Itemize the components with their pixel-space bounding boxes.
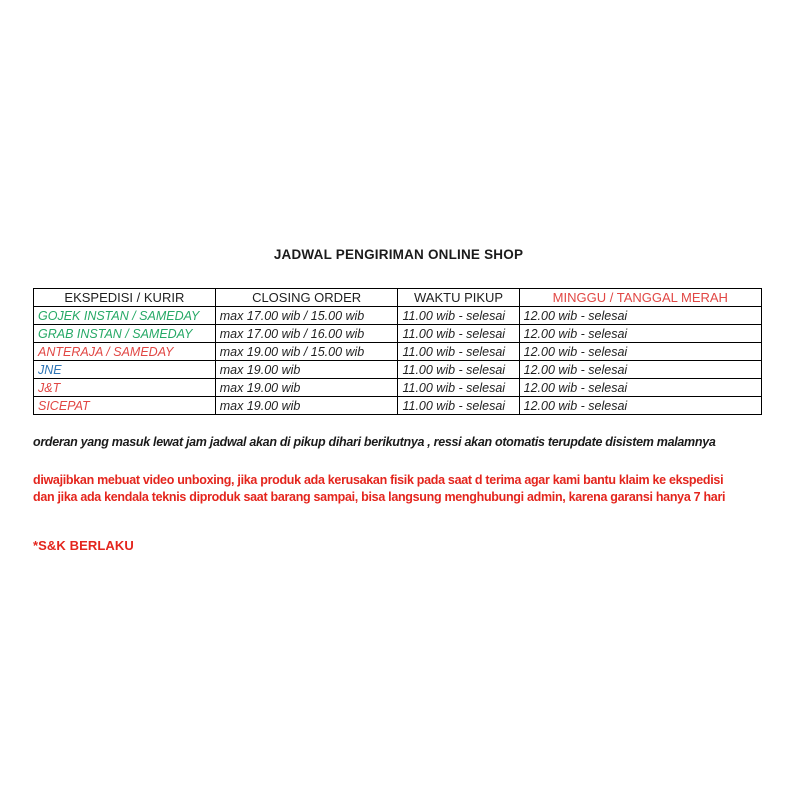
note-unboxing-warranty-line-2: dan jika ada kendala teknis diproduk saat barang sampai, bisa langsung menghubungi admin, karena garansi hanya 7 hari xyxy=(33,490,726,504)
courier-name: GOJEK INSTAN / SAMEDAY xyxy=(34,307,216,325)
note-unboxing-warranty xyxy=(33,472,764,506)
schedule-document xyxy=(33,247,764,553)
column-header-closing-order: CLOSING ORDER xyxy=(215,289,398,307)
sunday-schedule-value: 12.00 wib - selesai xyxy=(519,361,761,379)
page-title: JADWAL PENGIRIMAN ONLINE SHOP xyxy=(273,247,524,262)
note-unboxing-warranty-line-1: diwajibkan mebuat video unboxing, jika produk ada kerusakan fisik pada saat d terima agar kami bantu klaim ke ekspedisi xyxy=(33,473,724,487)
sunday-schedule-value: 12.00 wib - selesai xyxy=(519,307,761,325)
pickup-time-value: 11.00 wib - selesai xyxy=(398,397,519,415)
closing-order-value: max 19.00 wib / 15.00 wib xyxy=(215,343,398,361)
closing-order-value: max 17.00 wib / 15.00 wib xyxy=(215,307,398,325)
column-header-minggu-tanggal-merah: MINGGU / TANGGAL MERAH xyxy=(519,289,761,307)
closing-order-value: max 19.00 wib xyxy=(215,397,398,415)
table-row-jnt xyxy=(34,379,762,397)
closing-order-value: max 19.00 wib xyxy=(215,379,398,397)
courier-name: J&T xyxy=(34,379,216,397)
pickup-time-value: 11.00 wib - selesai xyxy=(398,343,519,361)
shipping-schedule-table xyxy=(33,288,762,415)
table-row-grab xyxy=(34,325,762,343)
table-row-jne xyxy=(34,361,762,379)
note-terms-conditions: *S&K BERLAKU xyxy=(33,538,134,553)
pickup-time-value: 11.00 wib - selesai xyxy=(398,361,519,379)
closing-order-value: max 19.00 wib xyxy=(215,361,398,379)
courier-name: SICEPAT xyxy=(34,397,216,415)
table-header-row xyxy=(34,289,762,307)
courier-name: ANTERAJA / SAMEDAY xyxy=(34,343,216,361)
pickup-time-value: 11.00 wib - selesai xyxy=(398,325,519,343)
sunday-schedule-value: 12.00 wib - selesai xyxy=(519,343,761,361)
courier-name: GRAB INSTAN / SAMEDAY xyxy=(34,325,216,343)
sunday-schedule-value: 12.00 wib - selesai xyxy=(519,325,761,343)
pickup-time-value: 11.00 wib - selesai xyxy=(398,379,519,397)
courier-name: JNE xyxy=(34,361,216,379)
column-header-ekspedisi-kurir: EKSPEDISI / KURIR xyxy=(34,289,216,307)
note-late-order-pickup: orderan yang masuk lewat jam jadwal akan di pikup dihari berikutnya , ressi akan otomatis terupdate disistem malamnya xyxy=(33,435,716,449)
table-row-gojek xyxy=(34,307,762,325)
table-row-anteraja xyxy=(34,343,762,361)
closing-order-value: max 17.00 wib / 16.00 wib xyxy=(215,325,398,343)
table-row-sicepat xyxy=(34,397,762,415)
sunday-schedule-value: 12.00 wib - selesai xyxy=(519,379,761,397)
pickup-time-value: 11.00 wib - selesai xyxy=(398,307,519,325)
sunday-schedule-value: 12.00 wib - selesai xyxy=(519,397,761,415)
column-header-waktu-pikup: WAKTU PIKUP xyxy=(398,289,519,307)
